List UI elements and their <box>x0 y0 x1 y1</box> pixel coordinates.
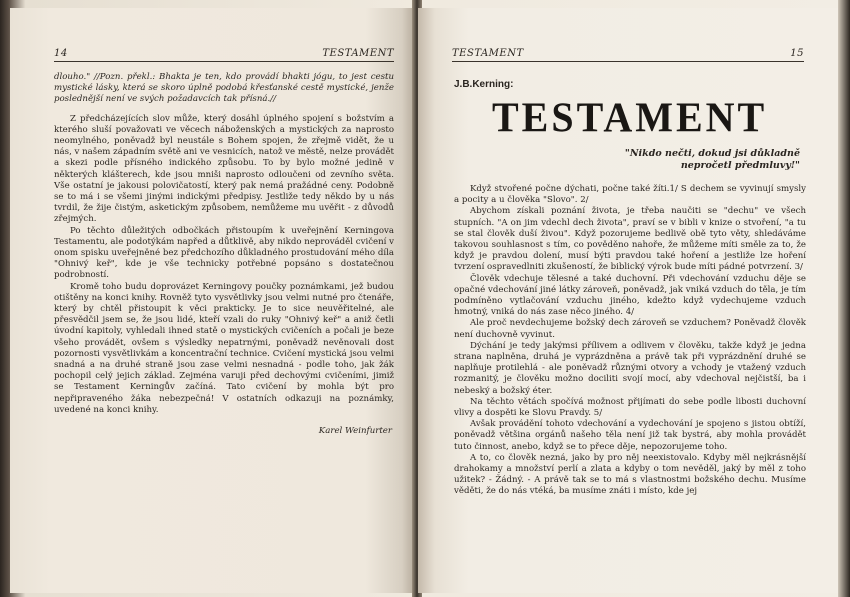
left-page <box>10 8 414 593</box>
left-header-rule <box>54 61 394 62</box>
left-paragraph: Z předcházejících slov může, který dosáhl úplného spojení s božstvím a kterého sluší považovati ve věcech náboženských a mystických za naprosto neomylného, poněvadž byl neustále s Bohem spojen, že zřejmě vidět, že u nás, v našem západním světě ani ve vesnicích, natož ve městě, nelze provádět a skezi podle přísného indického způsobu. To by bylo možné jedině v některých klášterech, kde jsou mniši naprosto odloučeni od zevního světa. Vše ostatní je jakousi polovičatostí, který pak nemá pražádné ceny. Podobně se to má i se všemi jinými indickými předpisy. Jestliže tedy někdo by u nás tvrdil, že žije čistým, asketickým způsobem, nemůžeme mu uvěřit - z důvodů zřejmých. <box>54 113 394 225</box>
chapter-title: TESTAMENT <box>492 93 768 142</box>
page-edge-shadow <box>838 0 850 597</box>
epigraph: "Nikdo nečti, dokud jsi důkladně nepročetl předmluvy!" <box>624 148 800 171</box>
right-paragraph: Avšak provádění tohoto vdechování a vydechování je spojeno s jistou obtíží, poněvadž většina orgánů našeho těla není již tak bystrá, aby mohla provádět tuto činnost, anebo, když se to přece děje, nepozorujeme toho. <box>454 419 806 452</box>
right-paragraph: Dýchání je tedy jakýmsi přílivem a odlivem v člověku, takže když je jedna strana naplněna, druhá je vyprázdněna a právě tak při vyprázdnění druhé se naplňuje protilehlá - ale poněvadž různými otvory a vchody je vtažený vzduch rozmanitý, je člověku možno dociliti svojí mocí, aby vdechoval nejčistší, ba i nebeský a božský éter. <box>454 340 806 396</box>
right-running-title: TESTAMENT <box>452 48 524 59</box>
right-header-rule <box>452 61 804 62</box>
left-paragraph: Kromě toho budu doprovázet Kerningovy poučky poznámkami, jež budou otištěny na konci knihy. Rovněž tyto vysvětlivky jsou velmi nutné pro čtenáře, který by chtěl přistoupit k věci prakticky. Je to sice neuvěřitelné, ale přesvědčil jsem se, že jsou lidé, kteří vzali do ruky "Ohnivý keř" a aniž četli úvodní kapitoly, vyhledali ihned statě o mystických cvičeních a počali je beze všeho provádět, ovšem s výsledky nepatrnými, poněvadž nevěnovali dost pozornosti vysvětlivkám a koncentrační technice. Cvičení mystická jsou velmi snadná a na druhé straně jsou zase velmi nesnadná - podle toho, jak žák pochopil celý jejich základ. Zejména varuji před dechovými cvičeními, jimiž se Testament Kerningův začíná. Tato cvičení by mohla být pro nepřipraveného žáka nebezpečná! V ostatních odkazuji na poznámky, uvedené na konci knihy. <box>54 281 394 415</box>
chapter-author: J.B.Kerning: <box>454 79 514 90</box>
right-page <box>418 8 840 593</box>
left-running-title: TESTAMENT <box>322 48 394 59</box>
right-paragraph: Abychom získali poznání života, je třeba naučiti se "dechu" ve všech stupních. "A on jim vdechl dech života", praví se v bibli v knize o stvoření, "a tu se stal člověk duší živou". Když pozorujeme bedlivě obě tyto věty, shledáváme takovou souhlasnost s tím, co pověděno nahoře, že můžeme míti směle za to, že když je pravdou dolení, musí býti pravdou také hoření a jestliže lze hoření tvrzení ospravedlniti zkušeností, že biblický výrok bude míti pádné potvrzení. 3/ <box>454 206 806 273</box>
translator-note: dlouho." //Pozn. překl.: Bhakta je ten, kdo provádí bhakti jógu, to jest cestu mystické lásky, která se skoro úplně podobá křesťanské cestě mystické, jenže poslednější není ve svých požadavcích tak přísná.// <box>54 72 394 105</box>
left-paragraph: Po těchto důležitých odbočkách přistoupím k uveřejnění Kerningova Testamentu, ale podotýkám napřed a důtklivě, aby nikdo neprováděl cvičení v onom spisku uveřejněné bez předchozího důkladného prostudování mého díla "Ohnivý keř", kde je vše technicky potřebné popsáno s dostatečnou podrobností. <box>54 225 394 281</box>
right-paragraph: A to, co člověk nezná, jako by pro něj neexistovalo. Kdyby měl nejkrásnější drahokamy a množství perlí a zlata a kdyby o tom nevěděl, jaký by měl z toho užitek? - Žádný. - A právě tak se to má s vlastnostmi božského dechu. Musíme věděti, že do nás vtéká, ba musíme znáti i místo, kde jej <box>454 452 806 497</box>
right-page-number: 15 <box>790 48 804 59</box>
left-page-number: 14 <box>54 48 68 59</box>
left-body-text <box>54 72 394 437</box>
right-paragraph: Člověk vdechuje tělesné a také duchovní. Při vdechování vzduchu děje se opačné vdechování jiné látky zároveň, poněvadž, jak vniká vzduch do těla, je tím podmíněno vytlačování vzduchu jiného, kdežto když vydechujeme vzduch hmotný, vniká do nás zase něco jiného. 4/ <box>454 273 806 318</box>
right-paragraph: Když stvořené počne dýchati, počne také žíti.1/ S dechem se vyvinují smysly a pocity a u člověka "Slovo". 2/ <box>454 184 806 206</box>
signature: Karel Weinfurter <box>318 426 392 437</box>
right-paragraph: Ale proč nevdechujeme božský dech zároveň se vzduchem? Poněvadž člověk není duchovně vyvinut. <box>454 318 806 340</box>
right-body-text <box>454 184 806 498</box>
right-paragraph: Na těchto větách spočívá možnost přijímati do sebe podle libosti duchovní vlivy a dospěti ke Slovu Pravdy. 5/ <box>454 396 806 419</box>
